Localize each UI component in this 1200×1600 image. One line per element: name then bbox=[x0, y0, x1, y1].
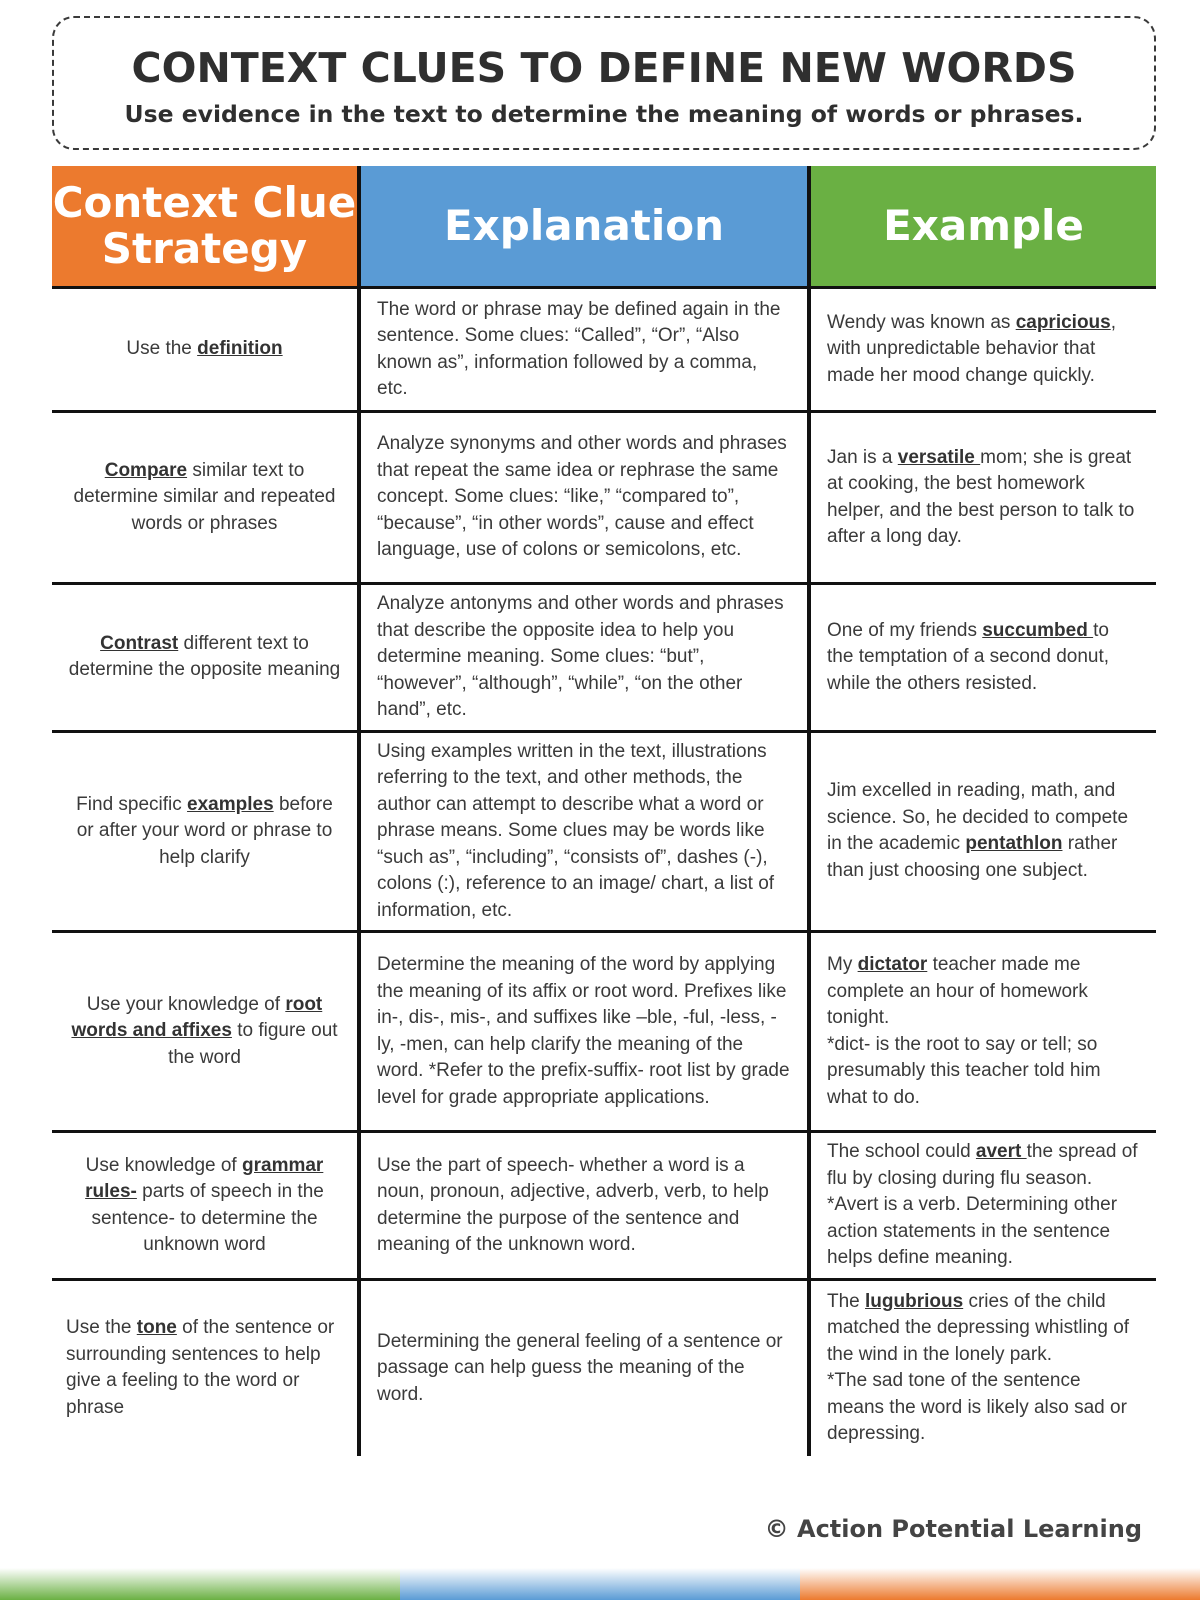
example-text: Jim excelled in reading, math, and science. So, he decided to compete in the academic bbox=[827, 780, 1129, 855]
table-row bbox=[52, 1132, 1156, 1280]
bottom-bar-blue bbox=[400, 1568, 800, 1600]
strategy-keyword: tone bbox=[136, 1317, 177, 1339]
header-example: Example bbox=[809, 166, 1156, 288]
strategy-cell bbox=[52, 932, 359, 1132]
table-row bbox=[52, 288, 1156, 412]
table-row bbox=[52, 1280, 1156, 1456]
example-text: cries of the child matched the depressing whistling of the wind in the lonely park. *The sad tone of the sentence means the word is likely also sad or depressing. bbox=[827, 1290, 1130, 1445]
header-explanation: Explanation bbox=[359, 166, 809, 288]
strategy-cell bbox=[52, 1132, 359, 1280]
explanation-cell: Determining the general feeling of a sentence or passage can help guess the meaning of the word. bbox=[359, 1280, 809, 1456]
strategy-keyword: root words and affixes bbox=[71, 993, 323, 1042]
page-subtitle: Use evidence in the text to determine the meaning of words or phrases. bbox=[124, 100, 1084, 128]
strategy-keyword: Contrast bbox=[100, 632, 179, 654]
example-text: The bbox=[827, 1290, 866, 1312]
strategy-text: of the sentence or surrounding sentences to help give a feeling to the word or phrase bbox=[66, 1317, 335, 1418]
example-keyword: pentathlon bbox=[965, 833, 1063, 855]
explanation-cell: Use the part of speech- whether a word is a noun, pronoun, adjective, adverb, verb, to help determine the purpose of the sentence and meaning of the unknown word. bbox=[359, 1132, 809, 1280]
strategy-keyword: definition bbox=[197, 338, 283, 360]
example-cell bbox=[809, 584, 1156, 732]
explanation-cell: Determine the meaning of the word by applying the meaning of its affix or root word. Prefixes like in-, dis-, mis-, and suffixes like –ble, -ful, -less, -ly, -men, can help clarify the meaning of the word. *Refer to the prefix-suffix- root list by grade level for grade appropriate applications. bbox=[359, 932, 809, 1132]
example-text: One of my friends bbox=[827, 619, 983, 641]
example-cell bbox=[809, 1280, 1156, 1456]
strategy-text: parts of speech in the sentence- to determine the unknown word bbox=[91, 1181, 324, 1255]
strategy-text: Use the bbox=[126, 338, 198, 360]
strategy-keyword: grammar rules- bbox=[85, 1154, 324, 1202]
example-keyword: versatile bbox=[897, 446, 981, 468]
copyright-footer: © Action Potential Learning bbox=[764, 1515, 1142, 1543]
example-cell bbox=[809, 288, 1156, 412]
strategy-cell bbox=[52, 731, 359, 932]
strategy-text: Use your knowledge of bbox=[86, 993, 286, 1015]
strategy-cell bbox=[52, 288, 359, 412]
example-keyword: capricious bbox=[1015, 311, 1111, 333]
example-text: the spread of flu by closing during flu season. *Avert is a verb. Determining other action statements in the sentence helps define meaning. bbox=[827, 1141, 1138, 1269]
example-text: , with unpredictable behavior that made her mood change quickly. bbox=[827, 311, 1117, 386]
strategy-text: before or after your word or phrase to help clarify bbox=[76, 793, 333, 868]
table-row bbox=[52, 932, 1156, 1132]
example-text: Wendy was known as bbox=[827, 311, 1016, 333]
explanation-cell: The word or phrase may be defined again in the sentence. Some clues: “Called”, “Or”, “Also known as”, information followed by a comma, etc. bbox=[359, 288, 809, 412]
strategy-keyword: examples bbox=[187, 793, 274, 815]
example-text: teacher made me complete an hour of homework tonight. *dict- is the root to say or tell; so presumably this teacher told him what to do. bbox=[827, 954, 1101, 1108]
example-text: The school could bbox=[827, 1141, 976, 1163]
example-cell bbox=[809, 731, 1156, 932]
strategy-text: different text to determine the opposite meaning bbox=[68, 632, 341, 681]
example-text: mom; she is great at cooking, the best homework helper, and the best person to talk to after a long day. bbox=[827, 446, 1135, 547]
example-keyword: succumbed bbox=[982, 619, 1094, 641]
strategy-text: Use the bbox=[66, 1317, 137, 1339]
table-row bbox=[52, 731, 1156, 932]
example-text: to the temptation of a second donut, while the others resisted. bbox=[827, 619, 1110, 694]
strategy-cell bbox=[52, 412, 359, 584]
context-clues-table bbox=[52, 166, 1156, 1456]
strategy-text: to figure out the word bbox=[168, 1020, 338, 1068]
strategy-text: Use knowledge of bbox=[85, 1154, 242, 1176]
example-text: Jan is a bbox=[827, 446, 898, 468]
bottom-bar-green bbox=[0, 1568, 400, 1600]
example-keyword: avert bbox=[975, 1141, 1027, 1163]
example-text: rather than just choosing one subject. bbox=[827, 833, 1118, 881]
example-cell bbox=[809, 412, 1156, 584]
explanation-cell: Using examples written in the text, illustrations referring to the text, and other methods, the author can attempt to describe what a word or phrase means. Some clues may be words like “such as”, “including”, “consists of”, dashes (-), colons (:), reference to an image/ chart, a list of information, etc. bbox=[359, 731, 809, 932]
title-box bbox=[52, 16, 1156, 150]
explanation-cell: Analyze synonyms and other words and phrases that repeat the same idea or rephrase the same concept. Some clues: “like,” “compared to”, “because”, “in other words”, cause and effect language, use of colons or semicolons, etc. bbox=[359, 412, 809, 584]
table-row bbox=[52, 412, 1156, 584]
strategy-text: Find specific bbox=[76, 793, 188, 815]
table-row bbox=[52, 584, 1156, 732]
bottom-bar-orange bbox=[800, 1568, 1200, 1600]
strategy-text: similar text to determine similar and repeated words or phrases bbox=[73, 459, 336, 534]
example-keyword: dictator bbox=[857, 954, 928, 975]
example-text: My bbox=[827, 954, 858, 975]
example-keyword: lugubrious bbox=[865, 1290, 964, 1312]
example-cell bbox=[809, 1132, 1156, 1280]
explanation-cell: Analyze antonyms and other words and phrases that describe the opposite idea to help you determine meaning. Some clues: “but”, “however”, “although”, “while”, “on the other hand”, etc. bbox=[359, 584, 809, 732]
strategy-cell bbox=[52, 584, 359, 732]
strategy-cell bbox=[52, 1280, 359, 1456]
table-header-row bbox=[52, 166, 1156, 288]
strategy-keyword: Compare bbox=[104, 459, 188, 481]
example-cell bbox=[809, 932, 1156, 1132]
page-title: CONTEXT CLUES TO DEFINE NEW WORDS bbox=[131, 44, 1077, 92]
header-strategy: Context Clue Strategy bbox=[52, 166, 359, 288]
